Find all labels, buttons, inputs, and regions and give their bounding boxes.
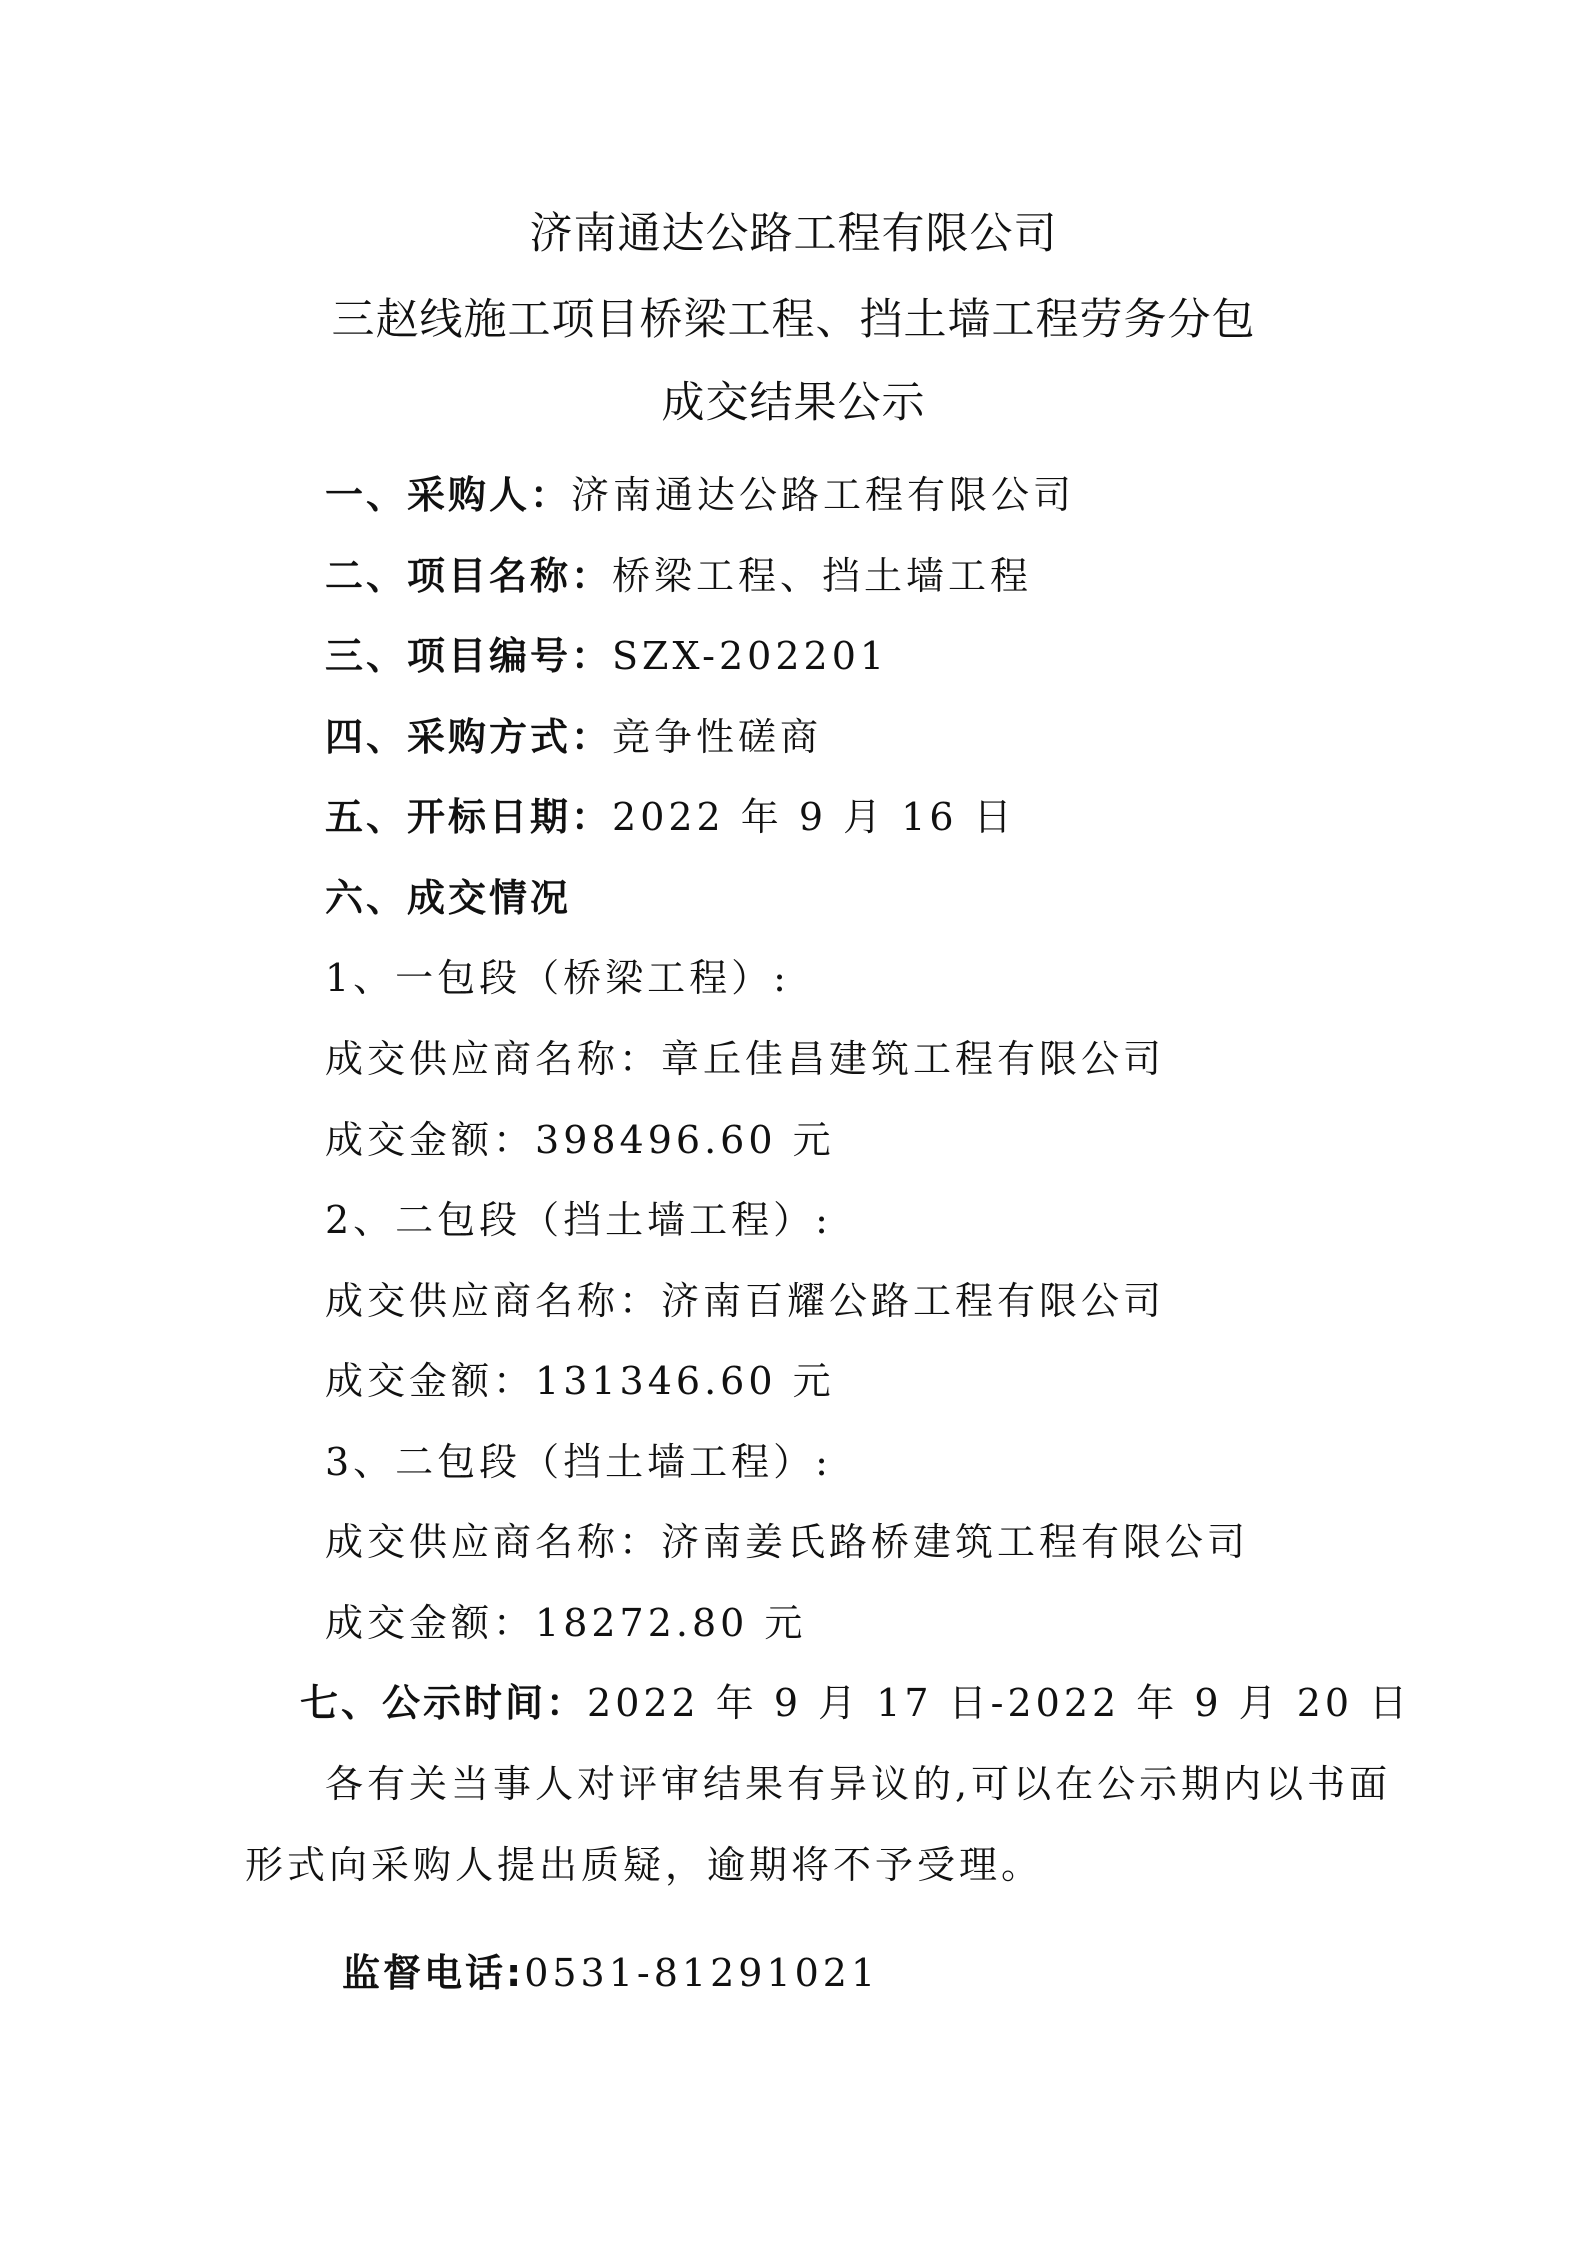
project-number-line — [325, 628, 888, 684]
deal-heading: 六、成交情况 — [325, 876, 572, 920]
supervision-phone-value: 0531-81291021 — [524, 1951, 880, 1995]
supervision-phone-line — [342, 1945, 879, 2001]
lot-1-amount-label: 成交金额： — [325, 1118, 536, 1162]
purchaser-label: 一、采购人： — [325, 473, 572, 517]
bid-opening-date-label: 五、开标日期： — [325, 795, 613, 839]
project-name-label: 二、项目名称： — [325, 554, 613, 598]
lot-1-title: 1、一包段（桥梁工程）: — [325, 956, 790, 1000]
project-number-label: 三、项目编号： — [325, 634, 613, 678]
supervision-phone-label: 监督电话: — [342, 1951, 525, 1995]
purchaser-value: 济南通达公路工程有限公司 — [571, 473, 1076, 517]
lot-3-supplier: 济南姜氏路桥建筑工程有限公司 — [661, 1520, 1250, 1564]
title-project: 三赵线施工项目桥梁工程、挡土墙工程劳务分包 — [331, 295, 1256, 345]
publicity-period-label: 七、公示时间： — [300, 1681, 588, 1725]
lot-1-amount-line — [325, 1112, 835, 1168]
lot-3-amount-label: 成交金额： — [325, 1601, 536, 1645]
lot-2-amount: 131346.60 元 — [535, 1359, 835, 1403]
lot-1-supplier-label: 成交供应商名称： — [325, 1037, 662, 1081]
project-number-value: SZX-202201 — [612, 634, 889, 678]
lot-2-supplier-label: 成交供应商名称： — [325, 1279, 662, 1323]
notice-line-1: 各有关当事人对评审结果有异议的,可以在公示期内以书面 — [325, 1762, 1392, 1806]
bid-opening-date-line — [325, 789, 1016, 845]
lot-1-supplier: 章丘佳昌建筑工程有限公司 — [661, 1037, 1166, 1081]
notice-line-2: 形式向采购人提出质疑，逾期将不予受理。 — [245, 1843, 1044, 1887]
procurement-method-line — [325, 709, 822, 765]
lot-1-amount: 398496.60 元 — [535, 1118, 835, 1162]
project-name-line — [325, 548, 1032, 604]
purchaser-line — [325, 467, 1075, 523]
title-company: 济南通达公路工程有限公司 — [529, 209, 1058, 259]
lot-2-supplier-line — [325, 1273, 1165, 1329]
bid-opening-date-value: 2022 年 9 月 16 日 — [612, 795, 1016, 839]
lot-1-supplier-line — [325, 1031, 1165, 1087]
lot-2-supplier: 济南百耀公路工程有限公司 — [661, 1279, 1166, 1323]
lot-2-amount-label: 成交金额： — [325, 1359, 536, 1403]
deal-heading-line — [325, 870, 571, 926]
lot-2-title: 2、二包段（挡土墙工程）: — [325, 1198, 832, 1242]
lot-3-supplier-line — [325, 1514, 1249, 1570]
publicity-period-line — [300, 1675, 1411, 1731]
lot-3-supplier-label: 成交供应商名称： — [325, 1520, 662, 1564]
title-result: 成交结果公示 — [661, 378, 926, 428]
publicity-period-value: 2022 年 9 月 17 日-2022 年 9 月 20 日 — [587, 1681, 1412, 1725]
lot-2-amount-line — [325, 1353, 835, 1409]
procurement-method-label: 四、采购方式： — [325, 715, 613, 759]
lot-3-amount: 18272.80 元 — [535, 1601, 807, 1645]
lot-3-title: 3、二包段（挡土墙工程）: — [325, 1440, 832, 1484]
project-name-value: 桥梁工程、挡土墙工程 — [612, 554, 1033, 598]
procurement-method-value: 竞争性磋商 — [612, 715, 823, 759]
lot-3-amount-line — [325, 1595, 806, 1651]
